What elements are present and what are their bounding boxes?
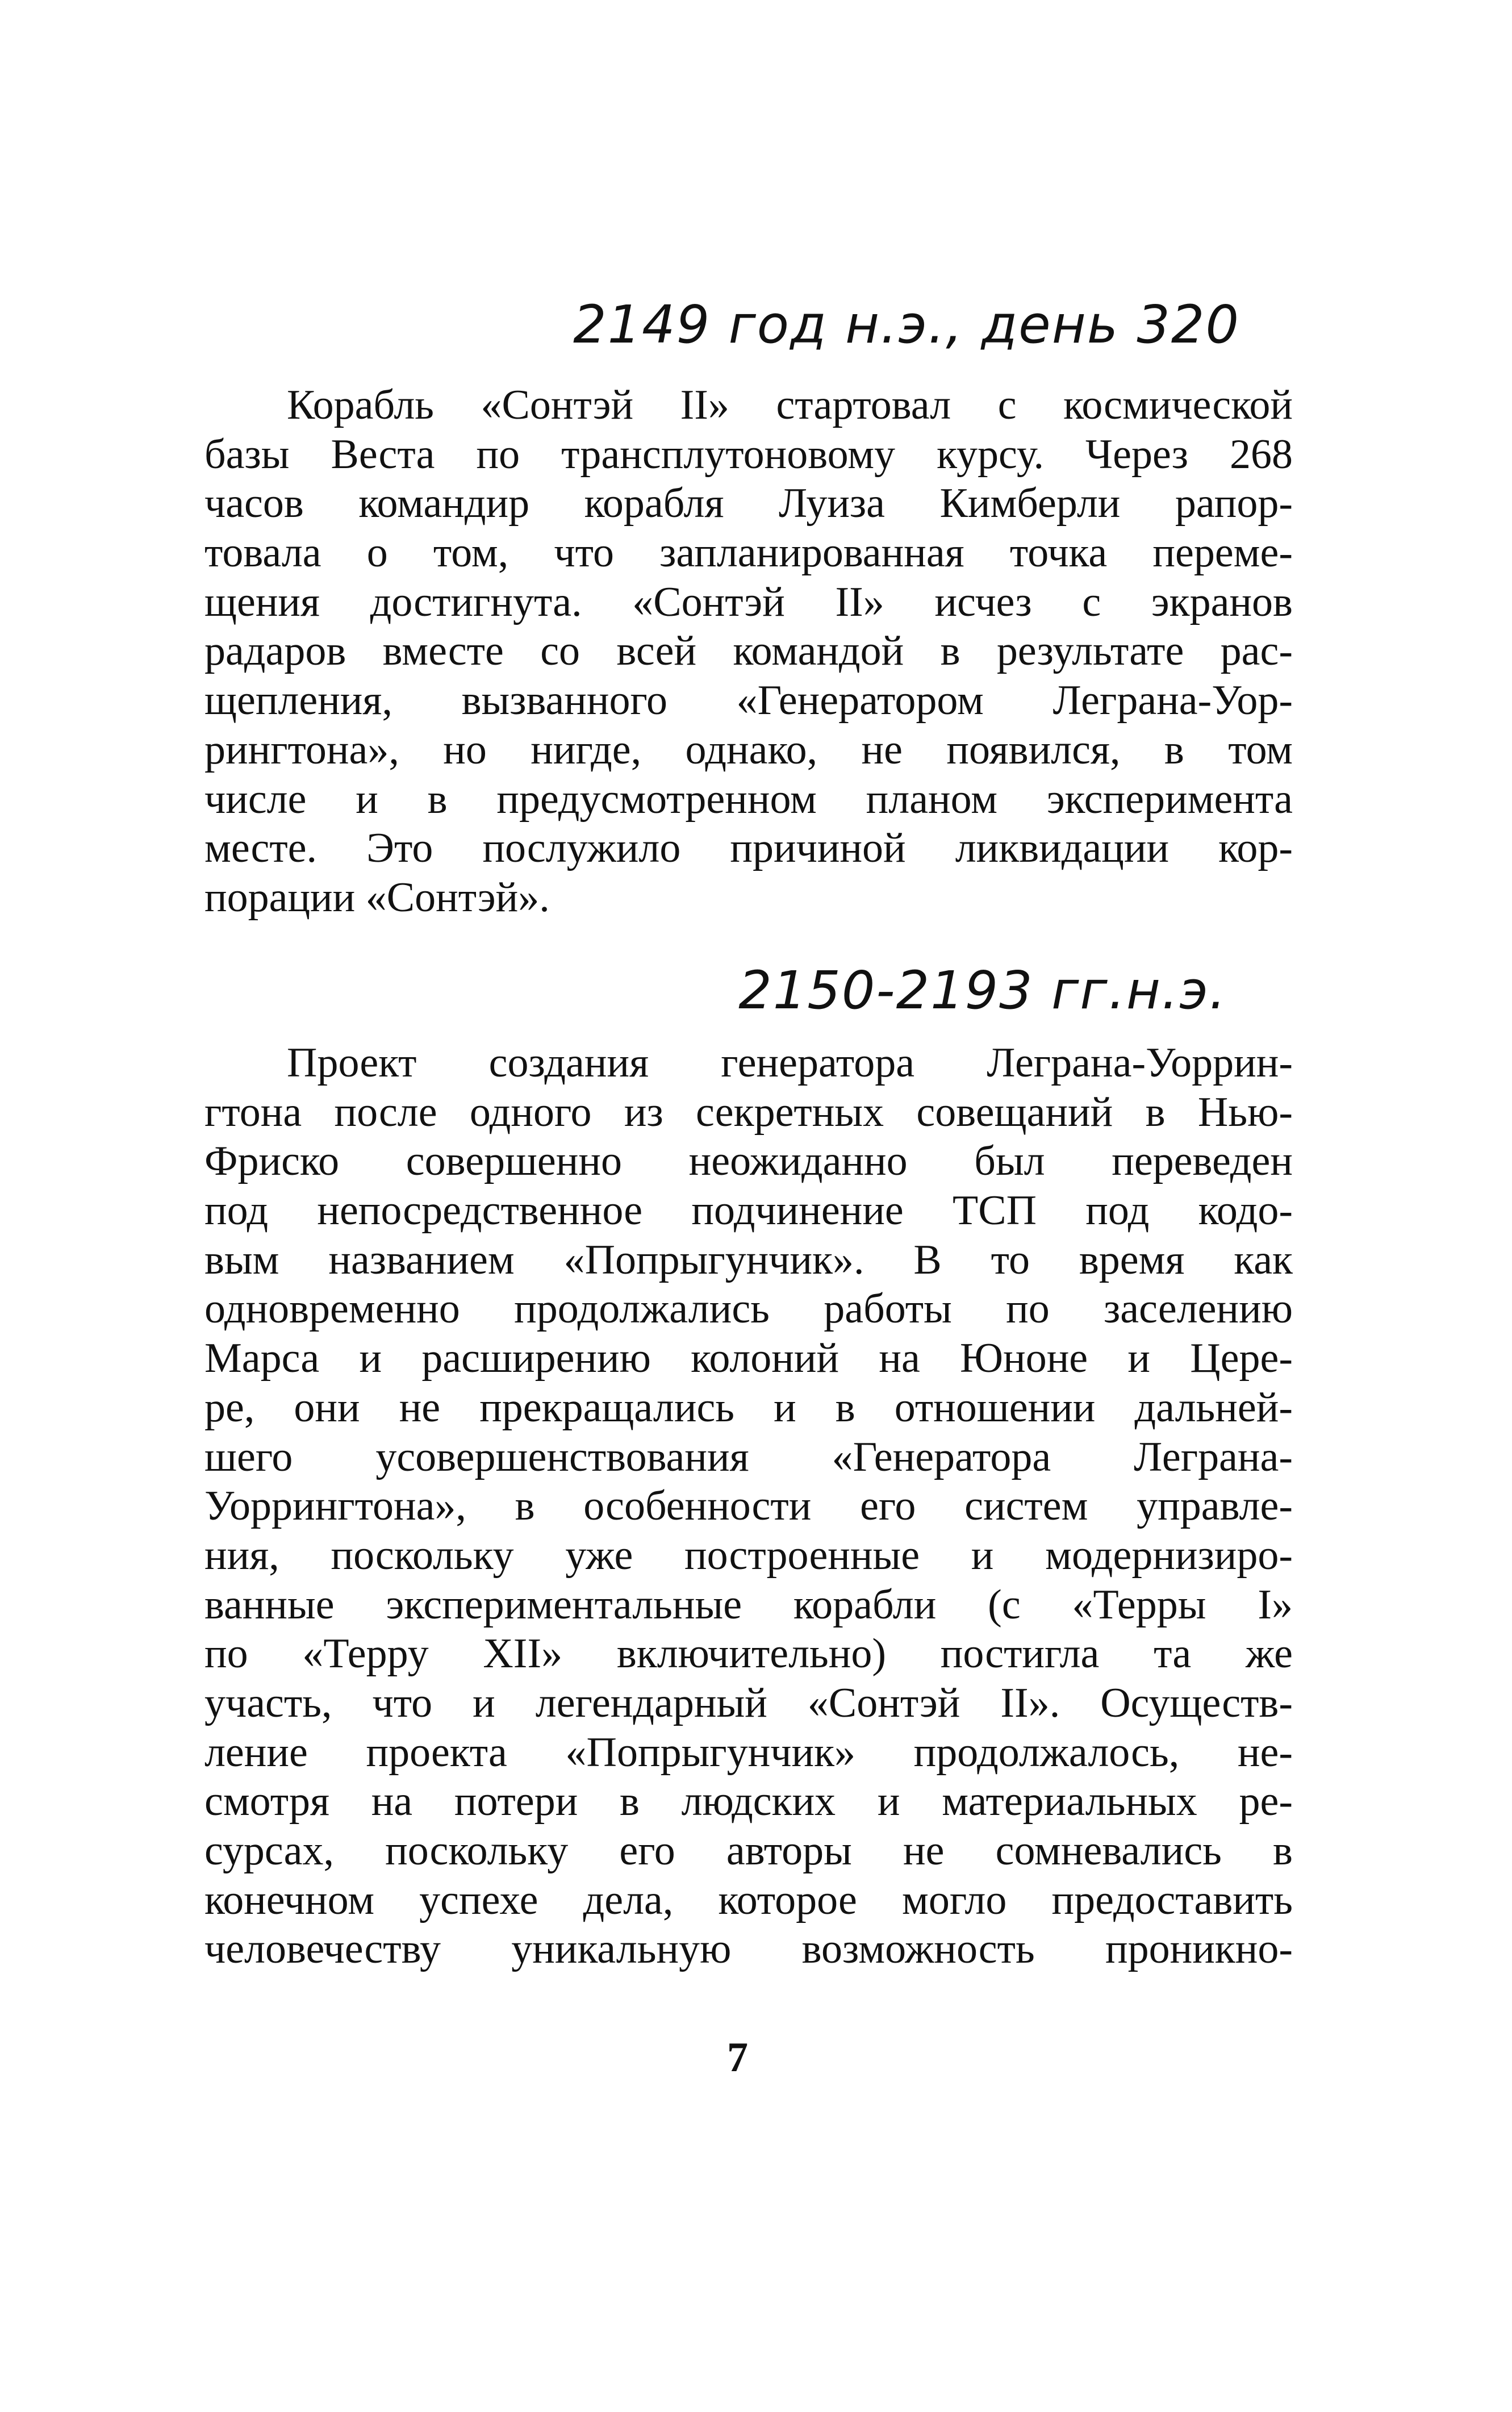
text-line: под непосредственное подчинение ТСП под кодо- xyxy=(204,1187,1293,1234)
text-line: числе и в предусмотренном планом эксперимента xyxy=(204,775,1293,823)
text-line: радаров вместе со всей командой в результате рас- xyxy=(204,628,1293,675)
text-line: шего усовершенствования «Генератора Леграна- xyxy=(204,1433,1293,1480)
text-line: рингтона», но нигде, однако, не появился, в том xyxy=(204,726,1293,773)
text-line: участь, что и легендарный «Сонтэй II». Осуществ- xyxy=(204,1679,1293,1726)
text-line: щепления, вызванного «Генератором Леграна-Уор- xyxy=(204,677,1293,724)
text-line: щения достигнута. «Сонтэй II» исчез с экранов xyxy=(204,578,1293,625)
text-line: Фриско совершенно неожиданно был переведен xyxy=(204,1138,1293,1185)
text-line: Уоррингтона», в особенности его систем управле- xyxy=(204,1483,1293,1530)
page-number: 7 xyxy=(727,2034,748,2081)
section-heading-2150-2193: 2150-2193 гг.н.э. xyxy=(738,960,1227,1021)
text-line: человечеству уникальную возможность проникно- xyxy=(204,1926,1293,1973)
text-line: порации «Сонтэй». xyxy=(204,874,550,921)
text-line: часов командир корабля Луиза Кимберли рапор- xyxy=(204,480,1293,527)
paragraph-1 xyxy=(204,381,1293,923)
text-line: ление проекта «Попрыгунчик» продолжалось, не- xyxy=(204,1729,1293,1776)
text-line: месте. Это послужило причиной ликвидации кор- xyxy=(204,825,1293,872)
text-line: конечном успехе дела, которое могло предоставить xyxy=(204,1876,1293,1923)
text-line: Марса и расширению колоний на Юноне и Цере- xyxy=(204,1335,1293,1382)
text-line: ре, они не прекращались и в отношении дальней- xyxy=(204,1384,1293,1431)
text-line: сурсах, поскольку его авторы не сомневались в xyxy=(204,1827,1293,1874)
text-line: товала о том, что запланированная точка переме- xyxy=(204,529,1293,577)
paragraph-2 xyxy=(204,1038,1293,1974)
text-line: базы Веста по трансплутоновому курсу. Через 268 xyxy=(204,431,1293,478)
text-line: смотря на потери в людских и материальных ре- xyxy=(204,1778,1293,1825)
text-line: ванные экспериментальные корабли (с «Терры I» xyxy=(204,1581,1293,1628)
section-heading-2149: 2149 год н.э., день 320 xyxy=(573,294,1240,355)
text-line: вым названием «Попрыгунчик». В то время как xyxy=(204,1236,1293,1283)
text-line: гтона после одного из секретных совещаний в Нью- xyxy=(204,1088,1293,1136)
text-line: по «Терру XII» включительно) постигла та же xyxy=(204,1630,1293,1677)
text-line: ния, поскольку уже построенные и модернизиро- xyxy=(204,1532,1293,1579)
text-line: одновременно продолжались работы по заселению xyxy=(204,1286,1293,1333)
text-line: Корабль «Сонтэй II» стартовал с космической xyxy=(287,382,1293,428)
text-line: Проект создания генератора Леграна-Уоррин- xyxy=(287,1040,1293,1086)
